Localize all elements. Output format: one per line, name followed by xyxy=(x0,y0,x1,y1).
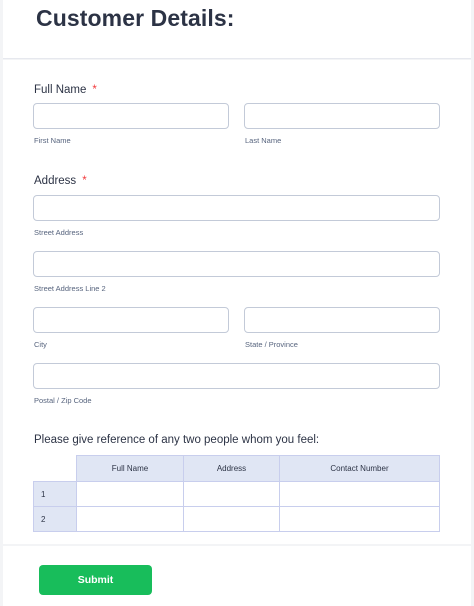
full-name-label-text: Full Name xyxy=(34,84,87,96)
table-header-row xyxy=(34,456,440,482)
city-sublabel: City xyxy=(34,340,47,349)
table-cell-full-name[interactable] xyxy=(77,507,184,532)
full-name-label xyxy=(34,84,97,96)
address-label xyxy=(34,175,87,187)
table-cell-contact-number[interactable] xyxy=(280,507,440,532)
table-cell-address[interactable] xyxy=(184,507,280,532)
postal-code-sublabel: Postal / Zip Code xyxy=(34,396,92,405)
table-cell-contact-number[interactable] xyxy=(280,482,440,507)
address-label-text: Address xyxy=(34,175,77,187)
first-name-input[interactable] xyxy=(33,103,229,129)
page-title: Customer Details: xyxy=(36,5,235,31)
required-asterisk: * xyxy=(92,84,97,96)
street-address-line2-input[interactable] xyxy=(33,251,440,277)
last-name-sublabel: Last Name xyxy=(245,136,282,145)
row-label: 2 xyxy=(34,507,77,532)
table-row xyxy=(34,482,440,507)
street-address-line2-sublabel: Street Address Line 2 xyxy=(34,284,106,293)
column-header-full-name: Full Name xyxy=(77,456,184,482)
last-name-input[interactable] xyxy=(244,103,440,129)
required-asterisk: * xyxy=(82,175,87,187)
column-header-contact-number: Contact Number xyxy=(280,456,440,482)
row-label: 1 xyxy=(34,482,77,507)
first-name-sublabel: First Name xyxy=(34,136,71,145)
column-header-address: Address xyxy=(184,456,280,482)
street-address-input[interactable] xyxy=(33,195,440,221)
table-corner-cell xyxy=(34,456,77,482)
submit-button[interactable]: Submit xyxy=(39,565,152,595)
state-province-input[interactable] xyxy=(244,307,440,333)
form-header-card xyxy=(3,0,471,59)
reference-table xyxy=(33,455,440,532)
table-cell-address[interactable] xyxy=(184,482,280,507)
table-cell-full-name[interactable] xyxy=(77,482,184,507)
city-input[interactable] xyxy=(33,307,229,333)
postal-code-input[interactable] xyxy=(33,363,440,389)
street-address-sublabel: Street Address xyxy=(34,228,84,237)
reference-question: Please give reference of any two people whom you feel: xyxy=(34,434,320,446)
table-row xyxy=(34,507,440,532)
state-province-sublabel: State / Province xyxy=(245,340,298,349)
